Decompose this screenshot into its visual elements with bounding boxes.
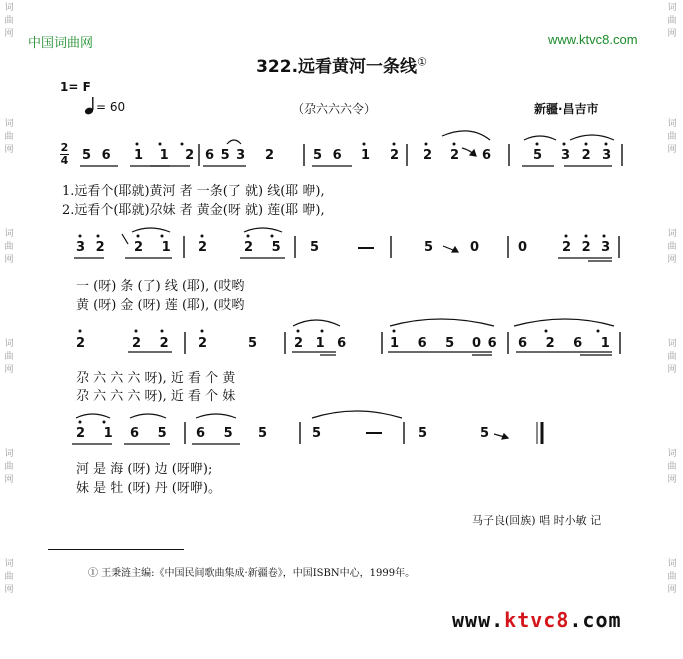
song-title-text: 322.远看黄河一条线	[256, 57, 418, 77]
notes-row2-m2b: 2 5	[244, 240, 281, 255]
notes-row3-m2a: 2	[198, 336, 208, 351]
notes-row3-m3: 2 1 6	[294, 336, 347, 351]
lyrics-row2-verse1: 一 (呀) 条 (了) 线 (耶), (哎哟	[76, 279, 245, 294]
key-signature: 1= F	[60, 80, 91, 94]
footnote-text: ① 王秉涟主编:《中国民间歌曲集成·新疆卷》，中国ISBN中心，1999年。	[88, 568, 416, 579]
notes-row3-m5: 6 2 6 1	[518, 336, 610, 351]
notes-row4-m2b: 5	[258, 426, 268, 441]
tempo-marking: = 60	[96, 100, 126, 114]
right-watermark-5: 词 曲 网	[667, 449, 677, 485]
right-watermark-2: 词 曲 网	[667, 119, 677, 155]
notes-row1-m4c: 6	[482, 148, 492, 163]
notes-row3-m1a: 2	[76, 336, 86, 351]
site-name-left[interactable]: 中国词曲网	[28, 35, 94, 50]
notes-row2-m1a: 3 2	[76, 240, 105, 255]
notes-row1-m1a: 5 6	[82, 148, 111, 163]
notes-row3-m2b: 5	[248, 336, 258, 351]
bottom-site-logo[interactable]: www.ktvc8.com	[452, 608, 622, 632]
notes-row1-m1b: 1 1 2	[134, 148, 195, 163]
notes-row2-m2a: 2	[198, 240, 208, 255]
notes-row2-m4b: 2 2 3	[562, 240, 611, 255]
title-footnote-mark: ①	[417, 55, 427, 69]
notes-row4-m4b: 5	[480, 426, 490, 441]
notes-row1-m5a: 5	[533, 148, 543, 163]
notes-row2-m1b: 2 1	[134, 240, 171, 255]
notes-row1-m2b: 2	[265, 148, 275, 163]
right-watermark-3: 词 曲 网	[667, 229, 677, 265]
notes-row1-m4a: 2	[423, 148, 433, 163]
lyrics-row1-verse2: 2.远看个(耶就)尕妹 者 黄金(呀 就) 莲(耶 咿),	[62, 203, 325, 218]
right-watermark-top: 词 曲 网	[667, 3, 677, 39]
notes-row1-m2a: 6 5 3	[205, 148, 246, 163]
notes-row4-m1a: 2 1	[76, 426, 113, 441]
left-watermark-3: 词 曲 网	[4, 229, 14, 265]
notes-row3-m4b: 0 6	[472, 336, 497, 351]
lyrics-row4-verse1: 河 是 海 (呀) 边 (呀咿);	[76, 462, 213, 477]
tune-name: （尕六六六令）	[292, 102, 377, 116]
left-watermark-2: 词 曲 网	[4, 119, 14, 155]
region-label: 新疆·昌吉市	[534, 102, 599, 116]
notes-row1-m3b: 1	[361, 148, 371, 163]
notes-row2-m3d: 0	[470, 240, 480, 255]
lyrics-row3-verse2: 尕 六 六 六 呀), 近 看 个 妹	[76, 389, 236, 404]
right-watermark-6: 词 曲 网	[667, 559, 677, 595]
notes-row2-m3a: 5	[310, 240, 320, 255]
notes-row2-m4a: 0	[518, 240, 528, 255]
right-watermark-4: 词 曲 网	[667, 339, 677, 375]
left-watermark-5: 词 曲 网	[4, 449, 14, 485]
left-watermark-6: 词 曲 网	[4, 559, 14, 595]
lyrics-row1-verse1: 1.远看个(耶就)黄河 者 一条(了 就) 线(耶 咿),	[62, 184, 325, 199]
time-signature	[60, 142, 69, 167]
lyrics-row2-verse2: 黄 (呀) 金 (呀) 莲 (耶), (哎哟	[76, 298, 245, 313]
time-sig-bottom: 4	[60, 154, 69, 167]
site-url-right[interactable]: www.ktvc8.com	[548, 32, 638, 47]
time-sig-top: 2	[60, 141, 69, 154]
notes-row1-m5b: 3 2 3	[561, 148, 612, 163]
performer-credit: 马子良(回族) 唱 时小敏 记	[472, 514, 602, 527]
notes-row4-m2a: 6 5	[196, 426, 233, 441]
left-watermark-4: 词 曲 网	[4, 339, 14, 375]
left-watermark-top: 词 曲 网	[4, 3, 14, 39]
notes-row1-m3a: 5 6	[313, 148, 342, 163]
notes-row3-m1b: 2 2	[132, 336, 169, 351]
notes-row4-m3a: 5	[312, 426, 322, 441]
lyrics-row3-verse1: 尕 六 六 六 呀), 近 看 个 黄	[76, 371, 236, 386]
lyrics-row4-verse2: 妹 是 牡 (呀) 丹 (呀咿)。	[76, 481, 221, 496]
notes-row2-m3c: 5	[424, 240, 434, 255]
notes-row1-m3c: 2	[390, 148, 400, 163]
notes-row3-m4a: 1 6 5	[390, 336, 455, 351]
notes-row4-m1b: 6 5	[130, 426, 167, 441]
notes-row1-m4b: 2	[450, 148, 460, 163]
footnote-rule	[48, 549, 184, 550]
notes-row4-m4a: 5	[418, 426, 428, 441]
